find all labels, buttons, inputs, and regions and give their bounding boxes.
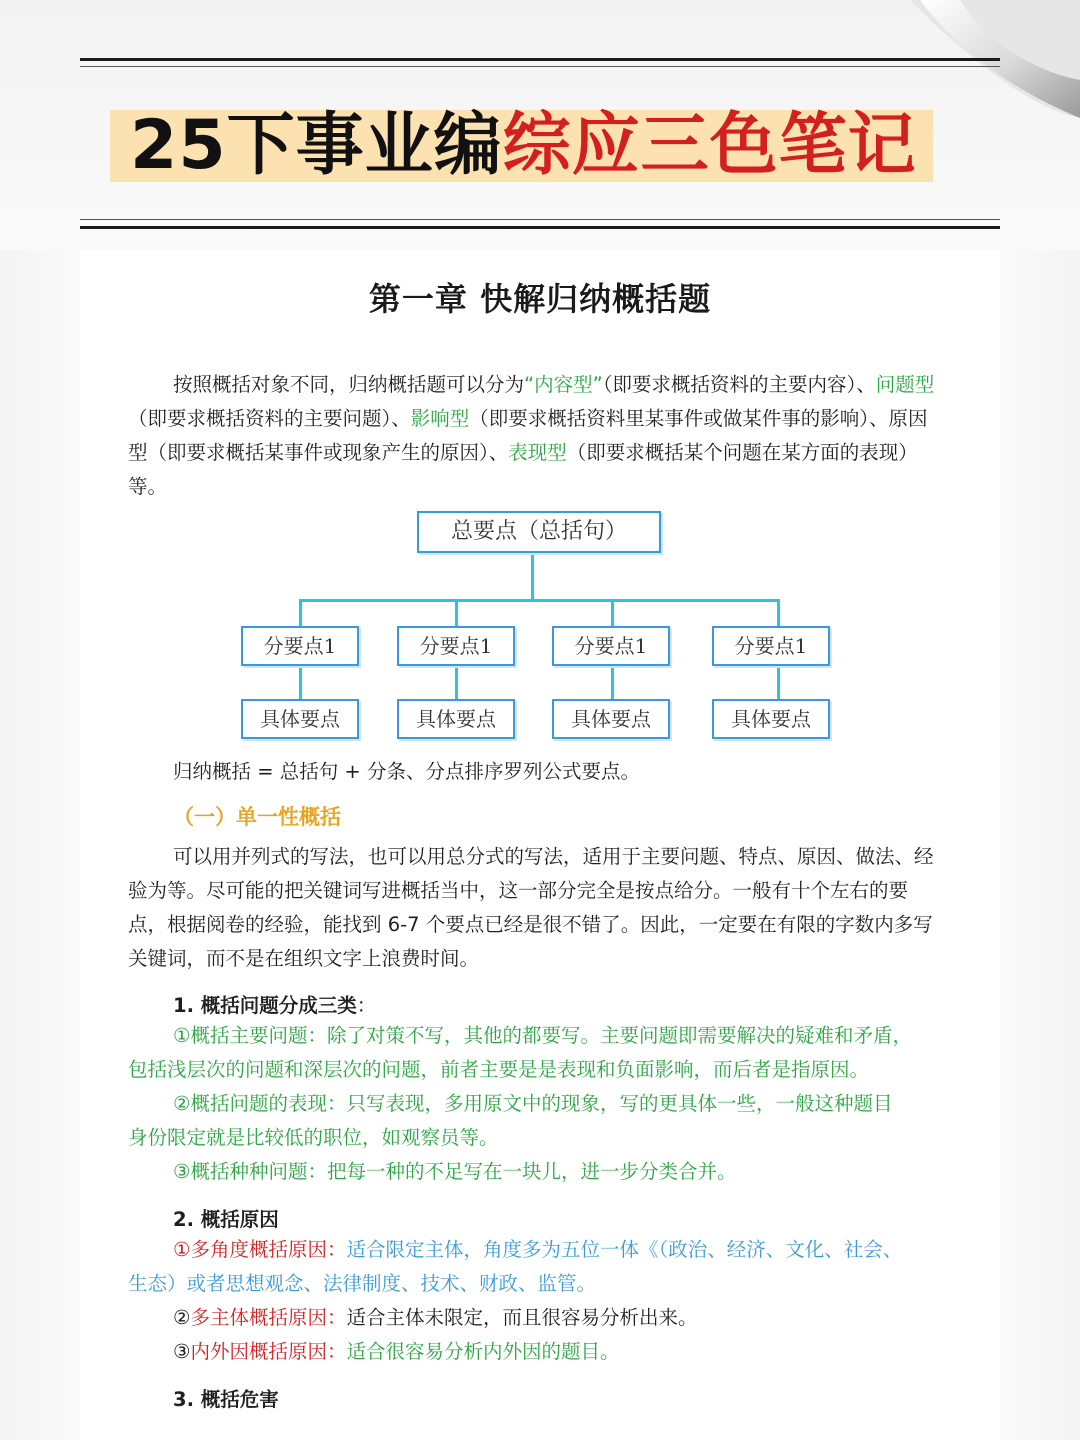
bottom-rule-thick xyxy=(80,226,1000,229)
page-right-margin xyxy=(1000,250,1080,1440)
intro-paragraph xyxy=(128,368,944,504)
item-1-c-line-1: ③概括种种问题：把每一种的不足写在一块儿，进一步分类合并。 xyxy=(173,1160,737,1183)
top-rule-thick xyxy=(80,58,1000,61)
item-2-a-line-1 xyxy=(173,1233,902,1267)
connector-main-trunk xyxy=(531,553,534,600)
connector-detail-2 xyxy=(455,665,458,700)
connector-horizontal-bar xyxy=(299,599,780,602)
item-1-b-line-1: ②概括问题的表现：只写表现，多用原文中的现象，写的更具体一些，一般这种题目 xyxy=(173,1092,893,1115)
page-left-margin xyxy=(0,250,80,1440)
item-1-heading-colon: ： xyxy=(356,994,377,1017)
page-title xyxy=(130,98,917,194)
title-black-part: 25下事业编 xyxy=(130,106,503,185)
connector-detail-1 xyxy=(299,665,302,700)
intro-type-manifestation: 表现型 xyxy=(508,441,567,464)
item-2-c-label: 内外因概括原因： xyxy=(190,1340,347,1363)
connector-detail-4 xyxy=(777,665,780,700)
diagram-main-point: 总要点（总括句） xyxy=(417,511,661,553)
intro-text-e: （即要求概括某个问题在某方面的表现）等。 xyxy=(128,441,918,498)
diagram-detail-2: 具体要点 xyxy=(397,699,515,739)
item-3-heading: 3. 概括危害 xyxy=(173,1388,279,1411)
intro-text-d: （即要求概括资料里某事件或做某件事的影响）、原因型（即要求概括某事件或现象产生的原因）、 xyxy=(128,407,928,464)
connector-detail-3 xyxy=(611,665,614,700)
item-2-c-line xyxy=(173,1335,620,1369)
connector-drop-2 xyxy=(455,599,458,626)
diagram-detail-4: 具体要点 xyxy=(712,699,830,739)
item-1-heading xyxy=(173,990,376,1018)
title-red-part: 综应三色笔记 xyxy=(502,106,917,185)
item-2-b-label: 多主体概括原因： xyxy=(190,1306,347,1329)
item-2-a-line-2: 生态）或者思想观念、法律制度、技术、财政、监管。 xyxy=(128,1272,597,1295)
item-2-c-text: 适合很容易分析内外因的题目。 xyxy=(346,1340,620,1363)
diagram-sub-point-4: 分要点1 xyxy=(712,626,830,666)
intro-type-impact: 影响型 xyxy=(410,407,470,430)
item-2-b-line xyxy=(173,1301,698,1335)
item-1-a-line-1: ①概括主要问题：除了对策不写，其他的都要写。主要问题即需要解决的疑难和矛盾， xyxy=(173,1024,912,1047)
section-1-heading: （一）单一性概括 xyxy=(173,805,341,829)
item-1-a-line-2: 包括浅层次的问题和深层次的问题，前者主要是是表现和负面影响，而后者是指原因。 xyxy=(128,1058,870,1081)
item-1-b-line-2: 身份限定就是比较低的职位，如观察员等。 xyxy=(128,1126,499,1149)
chapter-title: 第一章 快解归纳概括题 xyxy=(368,280,712,318)
intro-text-c: （即要求概括资料的主要问题）、 xyxy=(128,407,411,430)
item-2-b-text: 适合主体未限定，而且很容易分析出来。 xyxy=(346,1306,698,1329)
section-1-body: 可以用并列式的写法，也可以用总分式的写法，适用于主要问题、特点、原因、做法、经验为等。尽可能的把关键词写进概括当中，这一部分完全是按点给分。一般有十个左右的要点，根据阅卷的经验，能找到 6-7 个要点已经是很不错了。因此，一定要在有限的字数内多写关键词，而不是在组织文字上浪费时间。 xyxy=(128,845,934,970)
diagram-sub-point-2: 分要点1 xyxy=(397,626,515,666)
item-2-a-text-1: 适合限定主体，角度多为五位一体《（政治、经济、文化、社会、 xyxy=(346,1238,903,1261)
intro-type-problem: 问题型 xyxy=(875,373,935,396)
diagram-detail-3: 具体要点 xyxy=(552,699,670,739)
connector-drop-3 xyxy=(611,599,614,626)
item-2-b-number: ② xyxy=(173,1306,191,1329)
top-rule-thin xyxy=(80,66,1000,67)
intro-text-b: （即要求概括资料的主要内容）、 xyxy=(602,373,876,396)
item-2-heading: 2. 概括原因 xyxy=(173,1208,279,1231)
formula-text: 归纳概括 = 总括句 + 分条、分点排序罗列公式要点。 xyxy=(173,760,640,783)
diagram-sub-point-1: 分要点1 xyxy=(241,626,359,666)
item-1-heading-text: 1. 概括问题分成三类 xyxy=(173,994,357,1017)
intro-type-content: “内容型” xyxy=(524,373,603,396)
diagram-detail-1: 具体要点 xyxy=(241,699,359,739)
bottom-rule-thin xyxy=(80,219,1000,220)
connector-drop-4 xyxy=(777,599,780,626)
diagram-sub-point-3: 分要点1 xyxy=(552,626,670,666)
intro-text-a: 按照概括对象不同，归纳概括题可以分为 xyxy=(173,373,525,396)
item-2-a-label: ①多角度概括原因： xyxy=(173,1238,347,1261)
item-2-c-number: ③ xyxy=(173,1340,191,1363)
connector-drop-1 xyxy=(299,599,302,626)
